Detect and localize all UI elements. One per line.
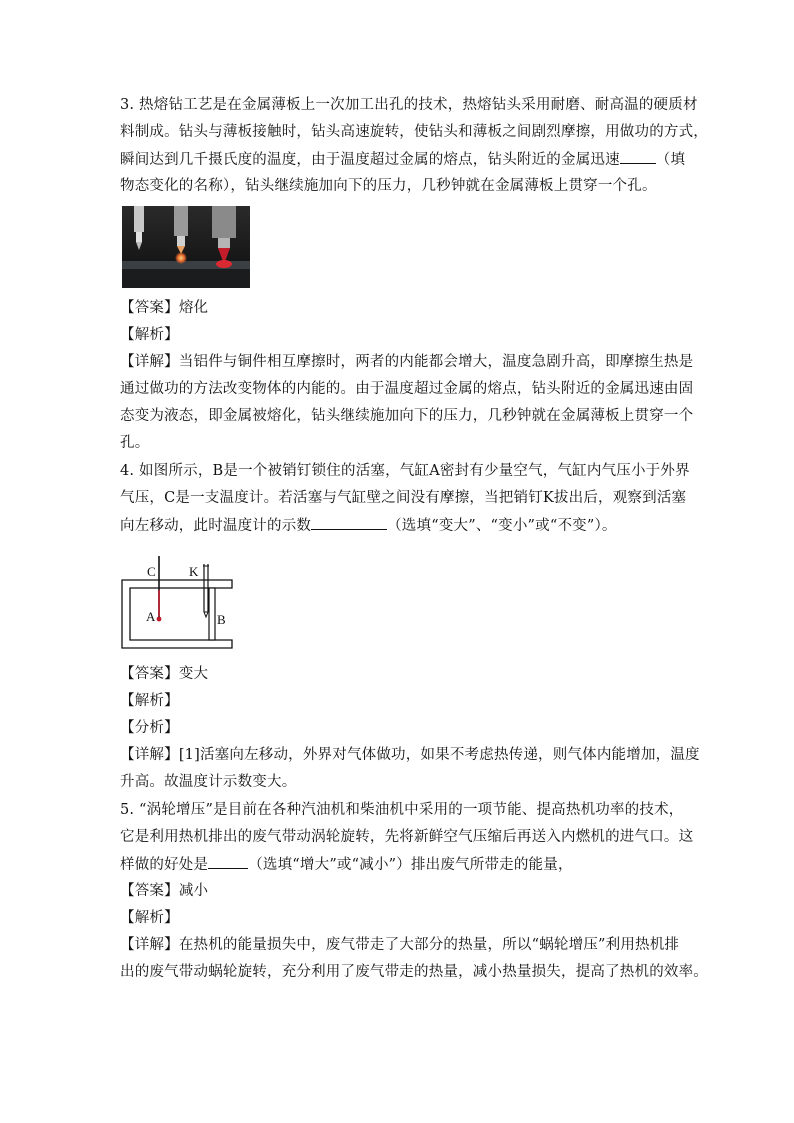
q5-line-2: 它是利用热机排出的废气带动涡轮旋转，先将新鲜空气压缩后再送入内燃机的进气口。这 xyxy=(120,829,694,845)
q3-line-3-before: 瞬间达到几千摄氏度的温度，由于温度超过金属的熔点，钻头附近的金属迅速 xyxy=(120,152,620,168)
cylinder-piston-diagram xyxy=(120,556,240,656)
q3-detail-line-2: 通过做功的方法改变物体的内能的。由于温度超过金属的熔点，钻头附近的金属迅速由固 xyxy=(120,381,694,397)
q3-detail-tag: 【详解】 xyxy=(120,354,179,370)
q3-line-3 xyxy=(120,149,686,170)
label-a: A xyxy=(146,609,156,624)
q3-answer-tag: 【答案】 xyxy=(120,300,179,316)
q5-line-1: 5. “涡轮增压”是目前在各种汽油机和柴油机中采用的一项节能、提高热机功率的技术， xyxy=(120,802,684,818)
q4-line-3-before: 向左移动，此时温度计的示数 xyxy=(120,518,312,534)
q5-answer: 减小 xyxy=(178,883,209,899)
q3-answer-blank xyxy=(620,149,656,164)
q4-answer-tag: 【答案】 xyxy=(120,666,179,682)
q3-line-2: 料制成。钻头与薄板接触时，钻头高速旋转，使钻头和薄板之间剧烈摩擦，用做功的方式， xyxy=(120,124,708,140)
q4-detail-text-1: [1]活塞向左移动，外界对气体做功，如果不考虑热传递，则气体内能增加，温度 xyxy=(178,747,700,763)
drill-photo xyxy=(122,206,250,288)
q3-detail-line-3: 态变为液态，即金属被熔化，钻头继续施加向下的压力，几秒钟就在金属薄板上贯穿一个 xyxy=(120,408,694,424)
q5-answer-line xyxy=(120,881,680,901)
q4-detail-line-2: 升高。故温度计示数变大。 xyxy=(120,774,297,790)
q3-line-3-after: （填 xyxy=(655,152,686,168)
q3-detail-text-1: 当铝件与铜件相互摩擦时，两者的内能都会增大，温度急剧升高，即摩擦生热是 xyxy=(178,354,694,370)
q5-detail-text-1: 在热机的能量损失中，废气带走了大部分的热量，所以“蜗轮增压”利用热机排 xyxy=(178,937,680,953)
q5-detail-tag: 【详解】 xyxy=(120,937,179,953)
q3-answer: 熔化 xyxy=(178,300,209,316)
q4-line-3-after: （选填“变大”、“变小”或“不变”）。 xyxy=(387,518,617,534)
q4-line-2: 气压，C是一支温度计。若活塞与气缸壁之间没有摩擦，当把销钉K拔出后，观察到活塞 xyxy=(120,490,687,506)
q5-detail-line-1 xyxy=(120,935,680,955)
q3-line-4: 物态变化的名称），钻头继续施加向下的压力，几秒钟就在金属薄板上贯穿一个孔。 xyxy=(120,178,657,194)
q3-line-1: 3. 热熔钻工艺是在金属薄板上一次加工出孔的技术，热熔钻头采用耐磨、耐高温的硬质材 xyxy=(120,97,698,113)
q4-analysis-tag: 【解析】 xyxy=(120,693,179,709)
q4-detail-tag: 【详解】 xyxy=(120,747,179,763)
label-c: C xyxy=(147,564,156,579)
q5-line-3 xyxy=(120,854,680,875)
q5-detail-line-2: 出的废气带动蜗轮旋转，充分利用了废气带走的热量，减小热量损失，提高了热机的效率。 xyxy=(120,964,708,980)
q4-detail-line-1 xyxy=(120,745,700,765)
q3-answer-line xyxy=(120,298,680,318)
q4-answer-blank xyxy=(311,515,387,530)
q4-fenxi-tag: 【分析】 xyxy=(120,720,179,736)
q4-answer-line xyxy=(120,664,680,684)
label-k: K xyxy=(189,564,199,579)
q4-answer: 变大 xyxy=(178,666,209,682)
label-b: B xyxy=(217,612,226,627)
q3-analysis-tag: 【解析】 xyxy=(120,327,179,343)
q4-line-1: 4. 如图所示，B是一个被销钉锁住的活塞，气缸A密封有少量空气，气缸内气压小于外界 xyxy=(120,463,690,479)
q5-answer-tag: 【答案】 xyxy=(120,883,179,899)
q3-detail-line-4: 孔。 xyxy=(120,435,150,451)
q5-answer-blank xyxy=(208,854,248,869)
q5-analysis-tag: 【解析】 xyxy=(120,910,179,926)
q5-line-3-after: （选填“增大”或“减小”）排出废气所带走的能量， xyxy=(248,857,573,873)
q3-detail-line-1 xyxy=(120,352,694,372)
q5-line-3-before: 样做的好处是 xyxy=(120,857,209,873)
q4-line-3 xyxy=(120,515,680,536)
